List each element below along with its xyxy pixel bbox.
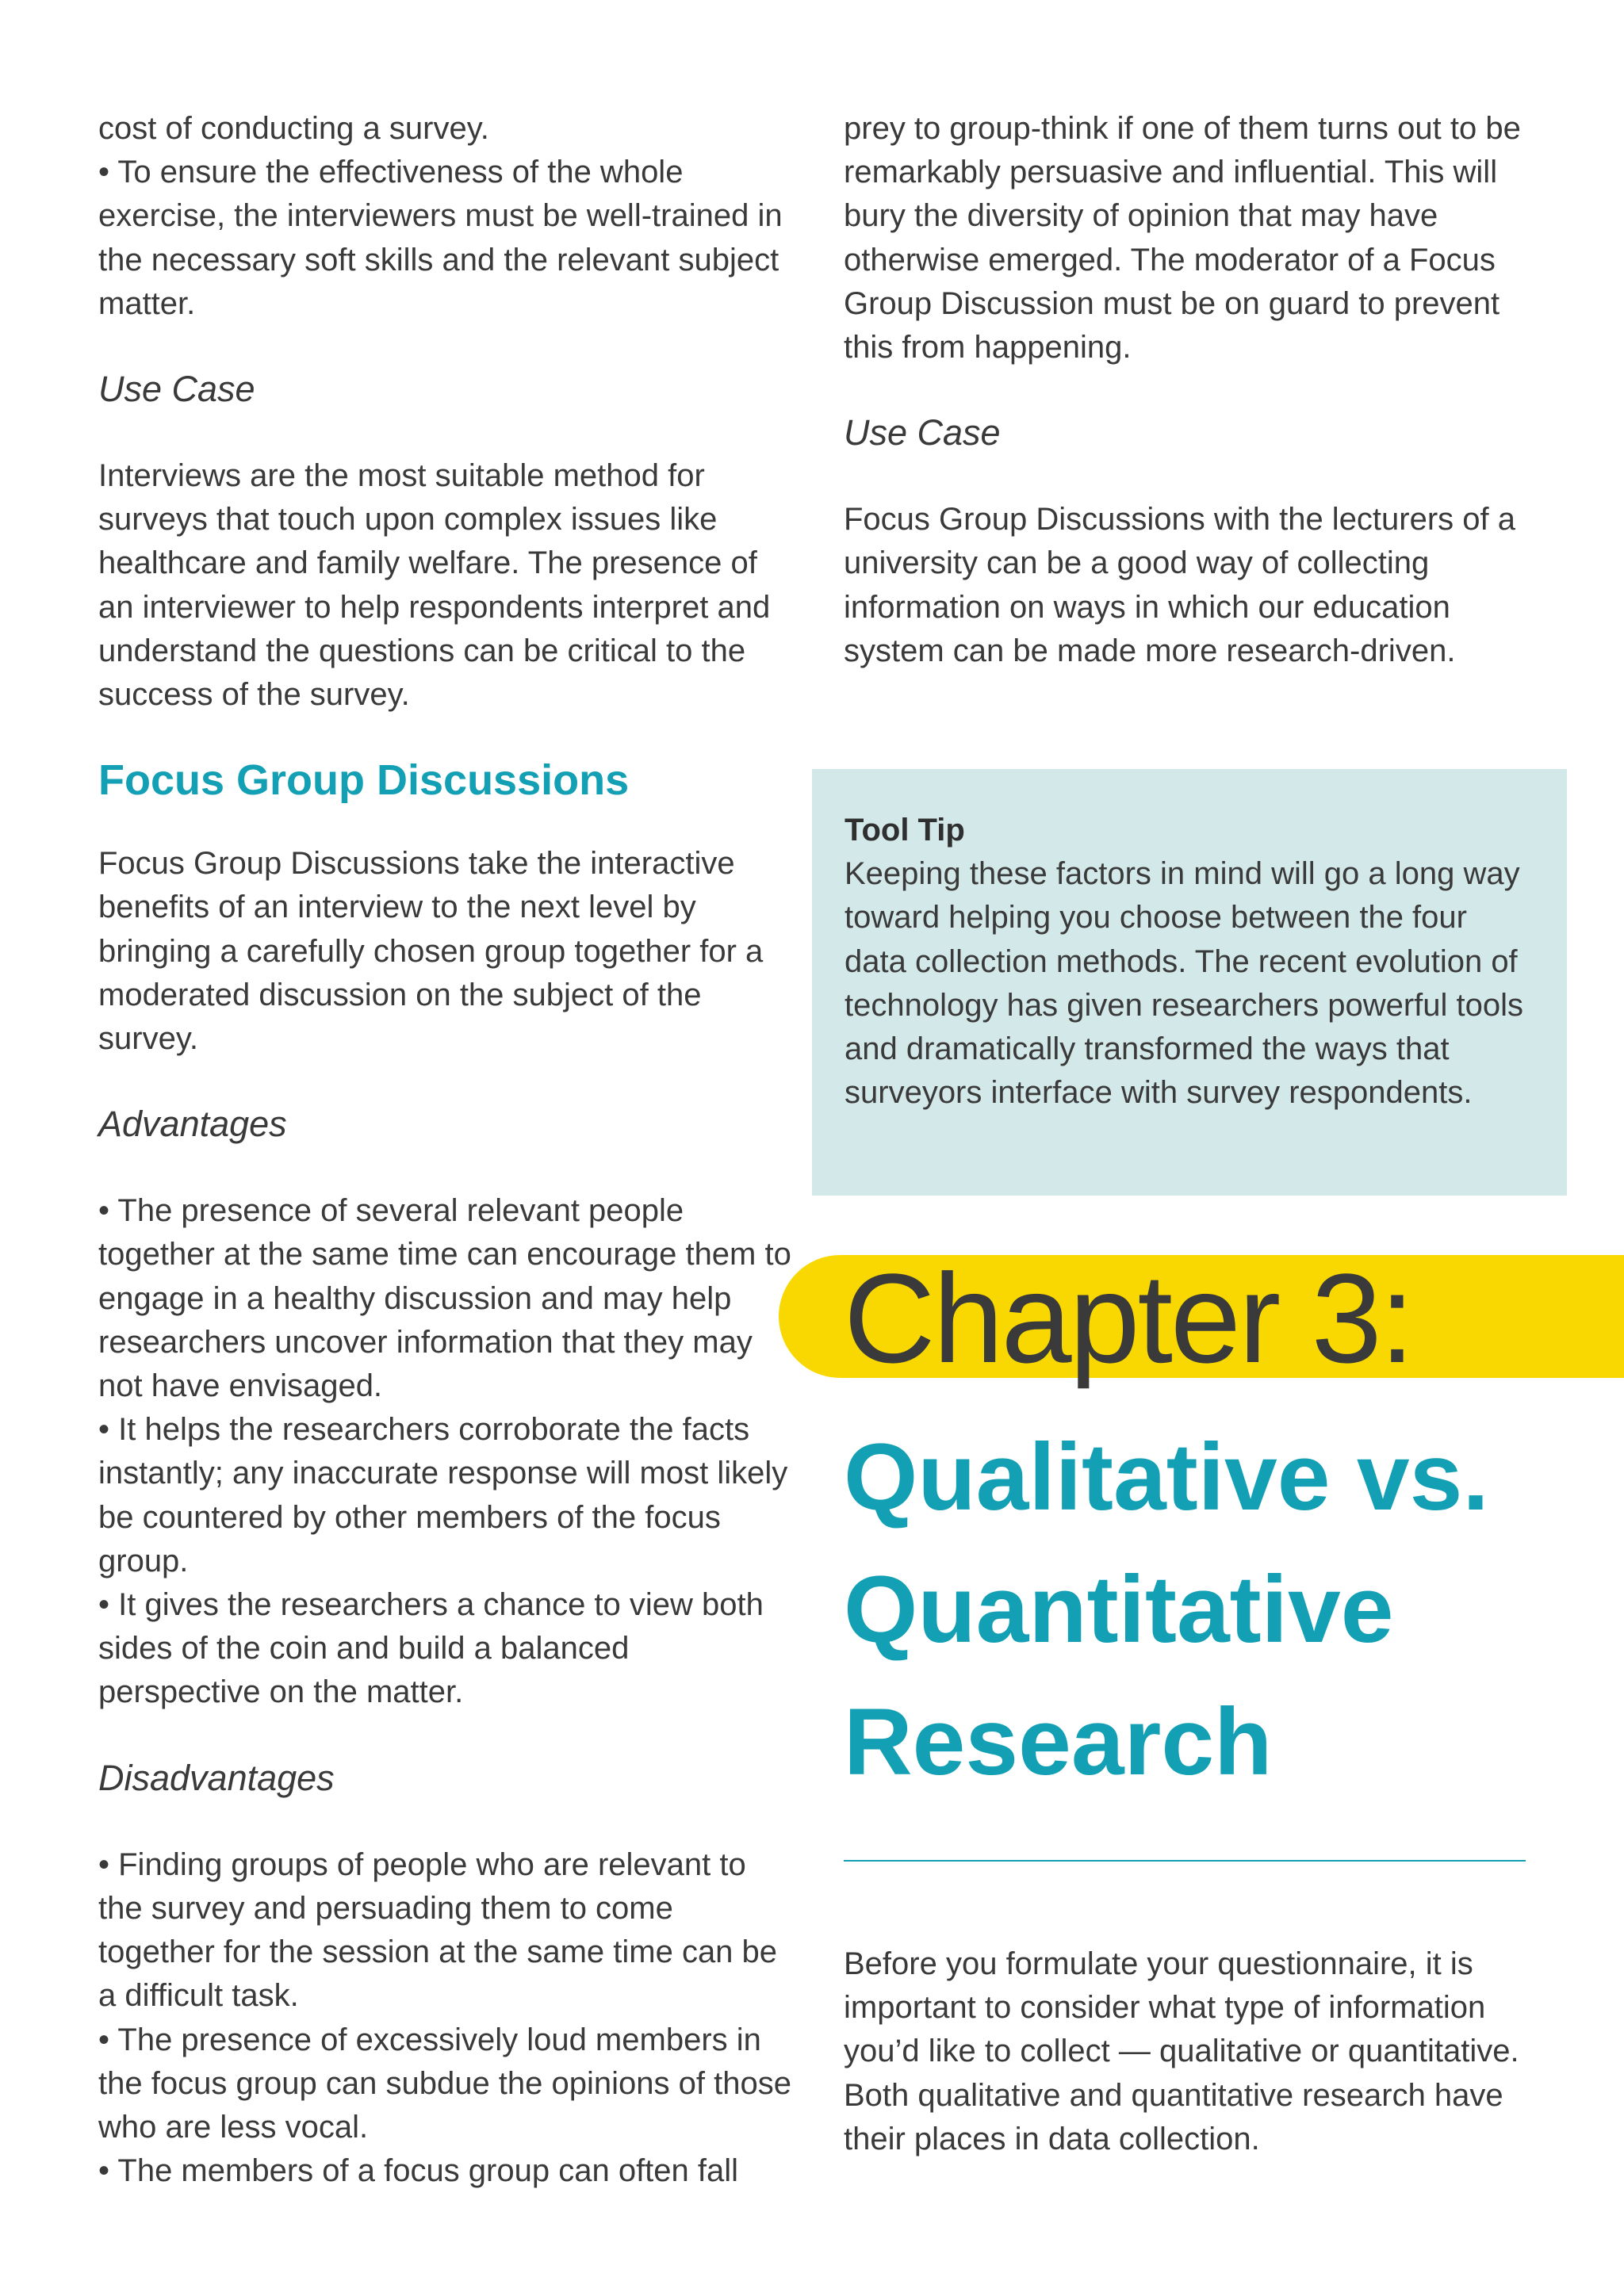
use-case-text-right: Focus Group Discussions with the lecturers of a university can be a good way of collecting information on ways in which our education system can be made more research-driven. (844, 502, 1516, 668)
chapter-intro: Before you formulate your questionnaire, it is important to consider what type of information you’d like to collect — qualitative or quantitative. Both qualitative and quantitative research have their places in data collection. (844, 1946, 1519, 2156)
use-case-heading-right: Use Case (844, 412, 1001, 453)
left-column (98, 107, 796, 2193)
tool-tip-text: Keeping these factors in mind will go a long way toward helping you choose between the four data collection methods. The recent evolution of technology has given researchers powerful tools and dramatically transformed the ways that surveyors interface with survey respondents. (845, 856, 1524, 1111)
continued-text: prey to group-think if one of them turns out to be remarkably persuasive and influential. This will bury the diversity of opinion that may have otherwise emerged. The moderator of a Focus Group Discussion must be on guard to prevent this from happening. (844, 111, 1521, 365)
chapter-intro-block (844, 1942, 1542, 2161)
section-text: Focus Group Discussions take the interactive benefits of an interview to the next level by bringing a carefully chosen group together for a moderated discussion on the subject of the survey. (98, 846, 764, 1057)
intro-bullets: cost of conducting a survey. • To ensure the effectiveness of the whole exercise, the interviewers must be well-trained in the necessary soft skills and the relevant subject matter. (98, 111, 783, 321)
use-case-text-left: Interviews are the most suitable method for surveys that touch upon complex issues like healthcare and family welfare. The presence of an interviewer to help respondents interpret and understand the questions can be critical to the success of the survey. (98, 458, 771, 713)
chapter-label: Chapter 3: (844, 1247, 1413, 1389)
section-heading: Focus Group Discussions (98, 756, 630, 805)
divider-rule (844, 1860, 1526, 1862)
disadvantages-heading: Disadvantages (98, 1757, 335, 1798)
advantages-text: • The presence of several relevant people together at the same time can encourage them to engage in a healthy discussion and may help researchers uncover information that they may not have envisaged. • It helps the researchers corroborate the facts instantly; any inaccurate response will most likely be countered by other members of the focus group. • It gives the researchers a chance to view both sides of the coin and build a balanced perspective on the matter. (98, 1193, 791, 1710)
right-column (844, 107, 1542, 673)
use-case-heading-left: Use Case (98, 369, 255, 410)
advantages-heading: Advantages (98, 1104, 287, 1145)
chapter-title: Qualitative vs. Quantitative Research (844, 1424, 1489, 1795)
tool-tip-box (812, 769, 1567, 1196)
tool-tip-title: Tool Tip (845, 813, 965, 848)
disadvantages-text: • Finding groups of people who are relevant to the survey and persuading them to come together for the session at the same time can be a difficult task. • The presence of excessively loud members in the focus group can subdue the opinions of those who are less vocal. • The members of a focus group can often fall (98, 1846, 791, 2189)
